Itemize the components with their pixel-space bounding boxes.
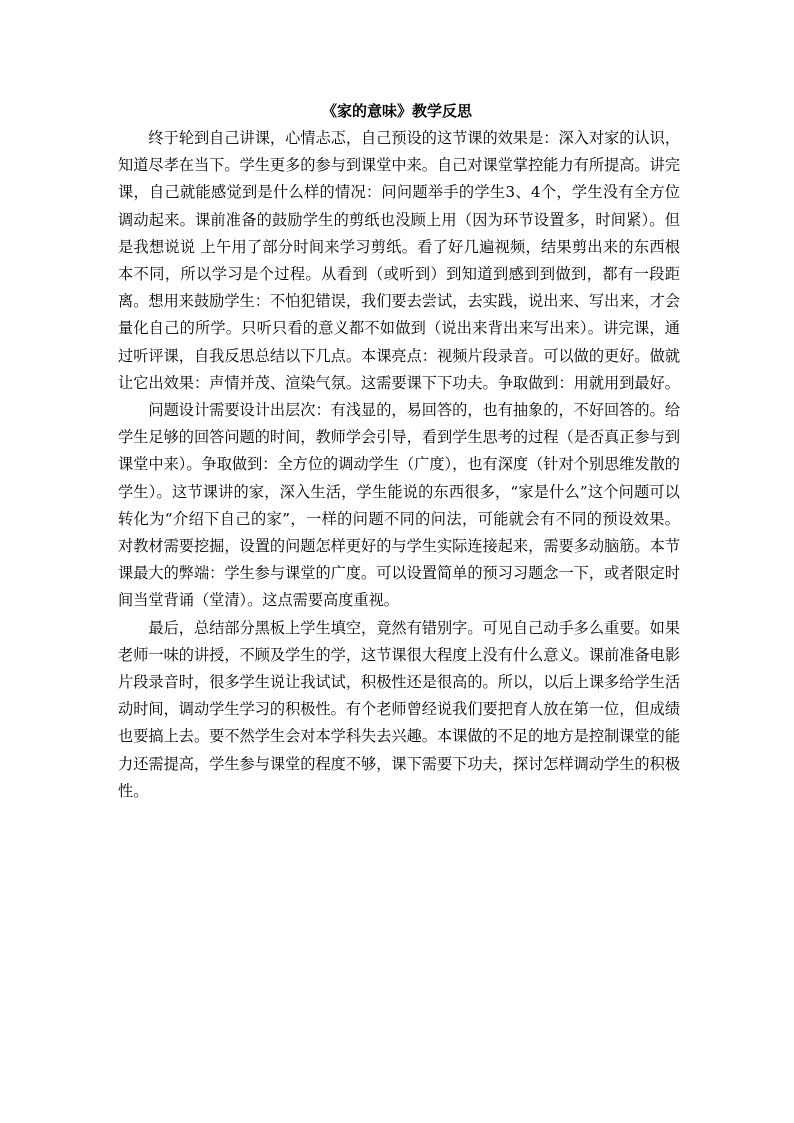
paragraph-3: 最后，总结部分黑板上学生填空，竟然有错别字。可见自己动手多么重要。如果老师一味的讲授，不顾及学生的学，这节课很大程度上没有什么意义。课前准备电影片段录音时，很多学生说让我试试，积极性还是很高的。所以，以后上课多给学生活动时间，调动学生学习的积极性。有个老师曾经说我们要把育人放在第一位，但成绩也要搞上去。要不然学生会对本学科失去兴趣。本课做的不足的地方是控制课堂的能力还需提高，学生参与课堂的程度不够，课下需要下功夫，探讨怎样调动学生的积极性。 <box>118 618 680 800</box>
paragraph-1: 终于轮到自己讲课，心情忐忑，自己预设的这节课的效果是：深入对家的认识，知道尽孝在当下。学生更多的参与到课堂中来。自己对课堂掌控能力有所提高。讲完课，自己就能感觉到是什么样的情况：问问题举手的学生3、4个，学生没有全方位调动起来。课前准备的鼓励学生的剪纸也没顾上用（因为环节设置多，时间紧）。但是我想说说 上午用了部分时间来学习剪纸。看了好几遍视频，结果剪出来的东西根本不同，所以学习是个过程。从看到（或听到）到知道到感到到做到，都有一段距离。想用来鼓励学生：不怕犯错误，我们要去尝试，去实践，说出来、写出来，才会量化自己的所学。只听只看的意义都不如做到（说出来背出来写出来）。讲完课，通过听评课，自我反思总结以下几点。本课亮点：视频片段录音。可以做的更好。做就让它出效果：声情并茂、渲染气氛。这需要课下下功夫。争取做到：用就用到最好。 <box>118 129 680 392</box>
paragraph-2: 问题设计需要设计出层次：有浅显的，易回答的，也有抽象的，不好回答的。给学生足够的回答问题的时间，教师学会引导，看到学生思考的过程（是否真正参与到课堂中来）。争取做到：全方位的调动学生（广度），也有深度（针对个别思维发散的学生）。这节课讲的家，深入生活，学生能说的东西很多，“家是什么”这个问题可以转化为“介绍下自己的家”，一样的问题不同的问法，可能就会有不同的预设效果。对教材需要挖掘，设置的问题怎样更好的与学生实际连接起来，需要多动脑筋。本节课最大的弊端：学生参与课堂的广度。可以设置简单的预习习题念一下，或者限定时间当堂背诵（堂清）。这点需要高度重视。 <box>118 401 680 610</box>
document-body <box>118 125 680 805</box>
document-title: 《家的意味》教学反思 <box>321 102 472 120</box>
